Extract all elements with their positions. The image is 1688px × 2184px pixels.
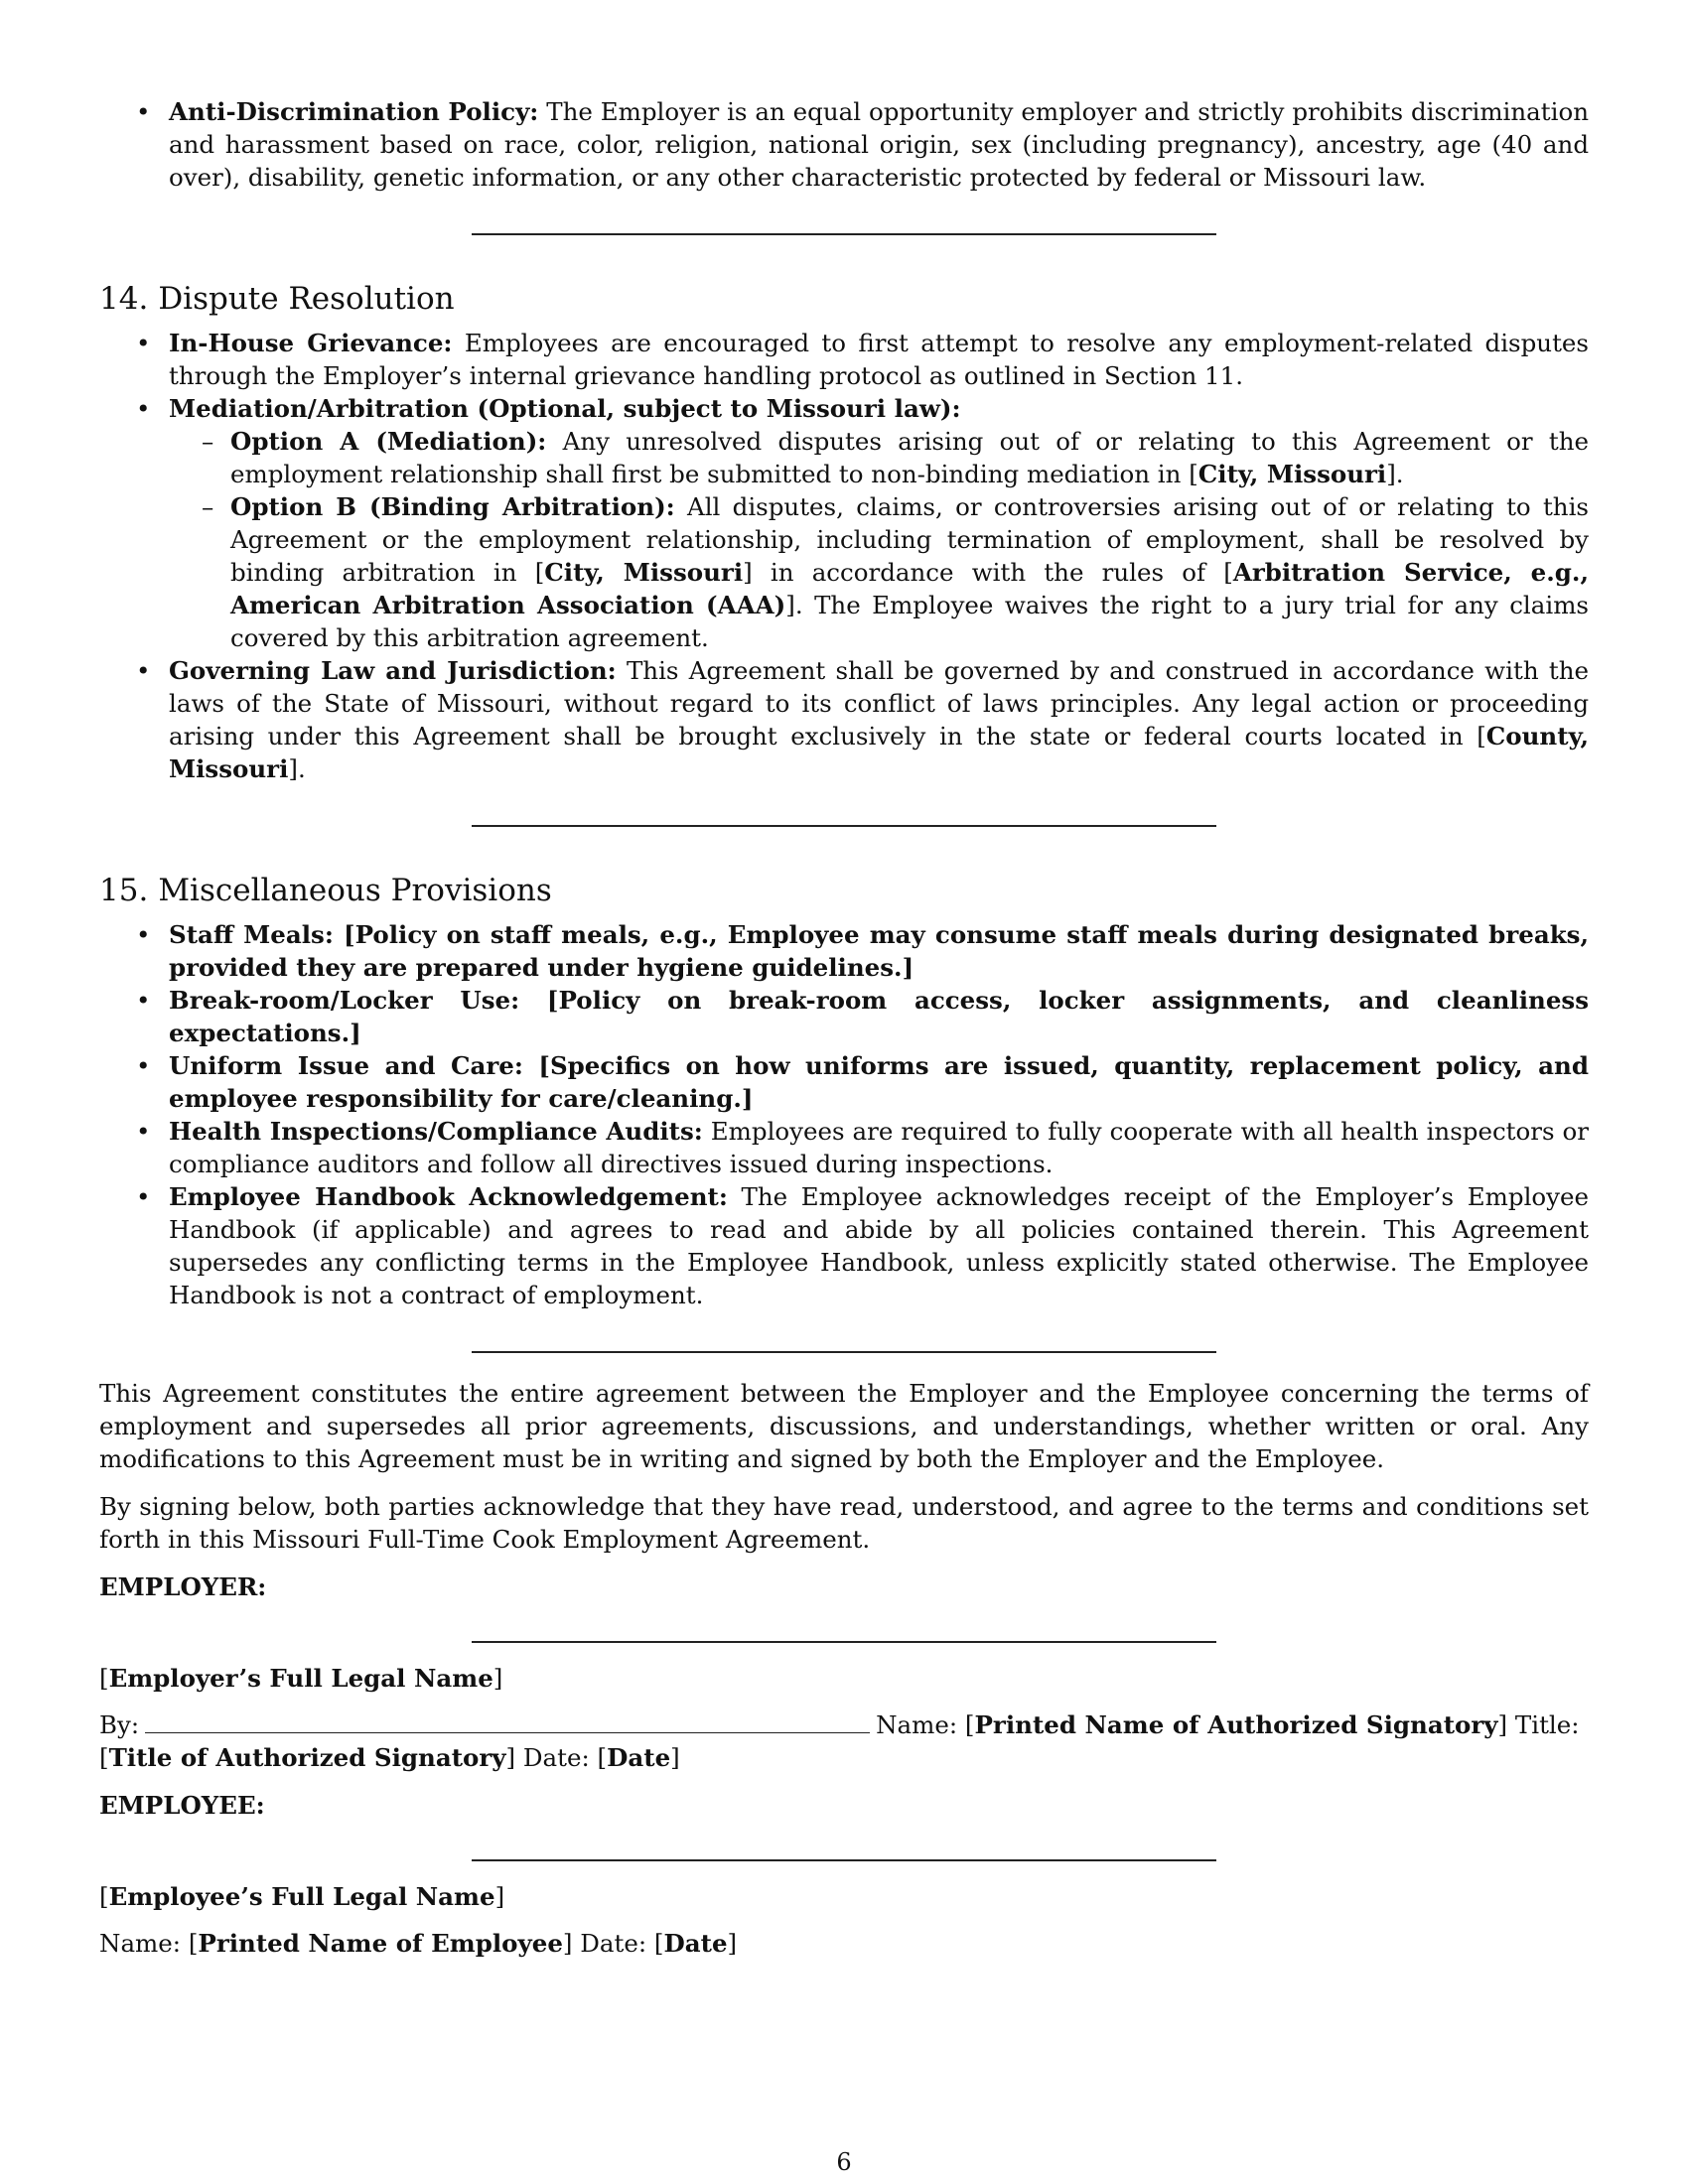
section-title: Miscellaneous Provisions <box>158 873 552 908</box>
page-number: 6 <box>836 2148 852 2176</box>
item-text: The Employer is an equal opportunity employer and strictly prohibits discrimination and harassment based on race, color, religion, national origin, sex (including pregnancy), ancestry, age (40 and over), disability, genetic information, or any other characteristic protected by federal or Missouri law. <box>169 97 1589 192</box>
section-number: 15. <box>99 873 149 908</box>
list-item-option-b: – Option B (Binding Arbitration): All disputes, claims, or controversies arising out of or relating to this Agreement or the employment relationship, including termination of employment, shall be resolved by binding arbitration in [City, Missouri] in accordance with the rules of [Arbitration Service, e.g., American Arbitration Association (AAA)]. The Employee waives the right to a jury trial for any claims covered by this arbitration agreement. <box>169 490 1589 654</box>
section-divider <box>472 825 1216 827</box>
list-item-option-a: – Option A (Mediation): Any unresolved disputes arising out of or relating to this Agreement or the employment relationship shall first be submitted to non-binding mediation in [City, Missouri]. <box>169 425 1589 490</box>
employer-signature-line[interactable] <box>472 1641 1216 1643</box>
section-divider <box>472 1351 1216 1353</box>
date-label: Date: <box>580 1929 647 1958</box>
authorized-signatory-name: Printed Name of Authorized Signatory <box>974 1710 1498 1739</box>
title-label: Title: <box>1514 1710 1580 1739</box>
employer-heading: EMPLOYER: <box>99 1572 267 1601</box>
item-label: Anti-Discrimination Policy: <box>169 97 539 126</box>
list-item-staff-meals: • Staff Meals: [Policy on staff meals, e.g., Employee may consume staff meals during designated breaks, provided they are prepared under hygiene guidelines.] <box>99 918 1589 984</box>
acknowledgement-paragraph: By signing below, both parties acknowledge that they have read, understood, and agree to the terms and conditions set forth in this Missouri Full-Time Cook Employment Agreement. <box>99 1492 1589 1554</box>
list-item-in-house-grievance: • In-House Grievance: Employees are encouraged to first attempt to resolve any employment-related disputes through the Employer’s internal grievance handling protocol as outlined in Section 11. <box>99 327 1589 392</box>
section-13-continued-list <box>99 95 1589 194</box>
section-14-list <box>99 327 1589 785</box>
section-15-heading <box>99 871 1589 910</box>
authorized-signatory-title: Title of Authorized Signatory <box>108 1743 506 1772</box>
section-14-heading <box>99 279 1589 319</box>
employee-date: Date <box>663 1929 728 1958</box>
employee-legal-name: [Employee’s Full Legal Name] <box>99 1882 505 1911</box>
list-item-anti-discrimination <box>99 95 1589 194</box>
by-signature-blank[interactable] <box>145 1710 870 1733</box>
section-title: Dispute Resolution <box>158 281 455 317</box>
section-divider <box>472 233 1216 235</box>
employee-signature-line[interactable] <box>472 1859 1216 1861</box>
list-item-break-room: • Break-room/Locker Use: [Policy on break-room access, locker assignments, and cleanliness expectations.] <box>99 984 1589 1049</box>
employer-signature-block: By: Name: [ Printed Name of Authorized Signatory ] Title: [Title of Authorized Signatory] Date: [Date] <box>99 1710 1580 1772</box>
mediation-options-list <box>169 425 1589 654</box>
list-item-employee-handbook: • Employee Handbook Acknowledgement: The Employee acknowledges receipt of the Employer’s Employee Handbook (if applicable) and agrees to read and abide by all policies contained therein. This Agreement supersedes any conflicting terms in the Employee Handbook, unless explicitly stated otherwise. The Employee Handbook is not a contract of employment. <box>99 1180 1589 1311</box>
date-label: Date: <box>522 1743 590 1772</box>
list-item-mediation-arbitration: • Mediation/Arbitration (Optional, subject to Missouri law): – Option A (Mediation): Any unresolved disputes arising out of or relating to this Agreement or the employment relationship shall first be submitted to non-binding mediation in [City, Missouri]. – Option B (Binding Arbitration): All disputes, claims, or controversies arising out of or relating to this Agreement or the employment relationship, including termination of employment, shall be resolved by binding arbitration in [City, Missouri] in accordance with the rules of [Arbitration Service, e.g., American Arbitration Association (AAA)]. The Employee waives the right to a jury trial for any claims covered by this arbitration agreement. <box>99 392 1589 654</box>
employer-date: Date <box>607 1743 671 1772</box>
entire-agreement-paragraph: This Agreement constitutes the entire agreement between the Employer and the Employee concerning the terms of employment and supersedes all prior agreements, discussions, and understandings, whether written or oral. Any modifications to this Agreement must be in writing and signed by both the Employer and the Employee. <box>99 1379 1589 1473</box>
list-item-uniform: • Uniform Issue and Care: [Specifics on how uniforms are issued, quantity, replacement policy, and employee responsibility for care/cleaning.] <box>99 1049 1589 1115</box>
employee-signature-block: Name: [Printed Name of Employee] Date: [Date] <box>99 1929 738 1958</box>
section-number: 14. <box>99 281 149 317</box>
by-label: By: <box>99 1710 140 1739</box>
list-item-governing-law: • Governing Law and Jurisdiction: This Agreement shall be governed by and construed in accordance with the laws of the State of Missouri, without regard to its conflict of laws principles. Any legal action or proceeding arising under this Agreement shall be brought exclusively in the state or federal courts located in [County, Missouri]. <box>99 654 1589 785</box>
name-label: Name: <box>876 1710 958 1739</box>
employee-heading: EMPLOYEE: <box>99 1791 265 1820</box>
name-label: Name: <box>99 1929 182 1958</box>
employee-printed-name: Printed Name of Employee <box>198 1929 563 1958</box>
section-15-list <box>99 918 1589 1311</box>
employer-legal-name: [Employer’s Full Legal Name] <box>99 1664 503 1693</box>
list-item-health-inspections: • Health Inspections/Compliance Audits: Employees are required to fully cooperate with all health inspectors or compliance auditors and follow all directives issued during inspections. <box>99 1115 1589 1180</box>
document-page <box>99 95 1589 1960</box>
